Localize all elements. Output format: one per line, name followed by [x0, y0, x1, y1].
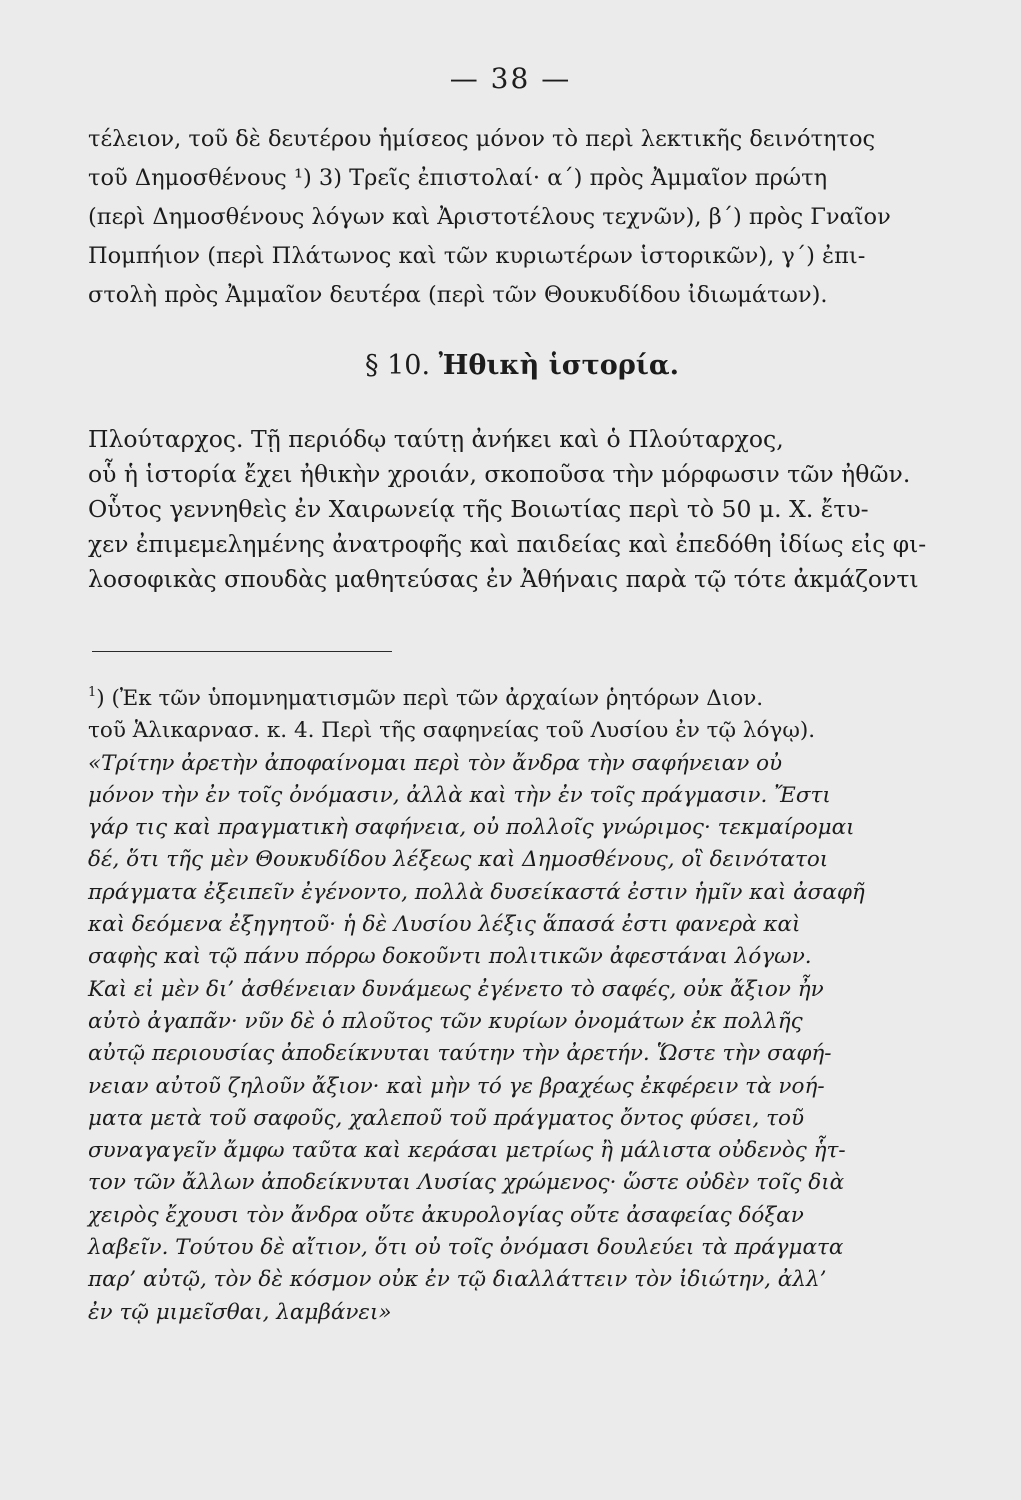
footnote-quote-line: μόνον τὴν ἐν τοῖς ὀνόμασιν, ἀλλὰ καὶ τὴν ἐν τοῖς πράγμασιν. Ἔστι [88, 782, 831, 808]
footnote-marker: 1 [88, 685, 97, 700]
main-paragraph [88, 425, 927, 603]
text-line: Πλούταρχος. Τῇ περιόδῳ ταύτῃ ἀνήκει καὶ ὁ Πλούταρχος, [88, 425, 784, 453]
footnote-line: τοῦ Ἁλικαρνασ. κ. 4. Περὶ τῆς σαφηνείας τοῦ Λυσίου ἐν τῷ λόγῳ). [88, 718, 816, 744]
footnote-quote-line: «Τρίτην ἀρετὴν ἀποφαίνομαι περὶ τὸν ἄνδρα τὴν σαφήνειαν οὐ [88, 750, 783, 776]
footnote-quote-line: ματα μετὰ τοῦ σαφοῦς, χαλεποῦ τοῦ πράγματος ὄντος φύσει, τοῦ [88, 1105, 805, 1131]
section-number: § 10. [365, 350, 431, 381]
text-line: Οὗτος γεννηθεὶς ἐν Χαιρωνείᾳ τῆς Βοιωτίας περὶ τὸ 50 μ. Χ. ἔτυ- [88, 495, 869, 523]
footnote-quote-line: Καὶ εἰ μὲν δι’ ἀσθένειαν δυνάμεως ἐγένετο τὸ σαφές, οὐκ ἄξιον ἦν [88, 976, 824, 1002]
footnote-quote-line: ἐν τῷ μιμεῖσθαι, λαμβάνει» [88, 1299, 392, 1325]
text-line: οὗ ἡ ἱστορία ἔχει ἠθικὴν χροιάν, σκοποῦσα τὴν μόρφωσιν τῶν ἠθῶν. [88, 460, 911, 488]
footnote-quote-line: συναγαγεῖν ἄμφω ταῦτα καὶ κεράσαι μετρίως ἢ μάλιστα οὐδενὸς ἧτ- [88, 1138, 846, 1164]
text-line: τέλειον, τοῦ δὲ δευτέρου ἡμίσεος μόνον τὸ περὶ λεκτικῆς δεινότητος [88, 126, 876, 152]
footnote-quote-line: καὶ δεόμενα ἐξηγητοῦ· ἡ δὲ Λυσίου λέξις ἅπασά ἐστι φανερὰ καὶ [88, 912, 801, 938]
footnote-quote-line: πράγματα ἐξειπεῖν ἐγένοντο, πολλὰ δυσείκαστά ἐστιν ἡμῖν καὶ ἀσαφῆ [88, 879, 865, 905]
text-line: στολὴ πρὸς Ἀμμαῖον δευτέρα (περὶ τῶν Θουκυδίδου ἰδιωμάτων). [88, 282, 828, 308]
text-line: τοῦ Δημοσθένους ¹) 3) Τρεῖς ἐπιστολαί· α΄) πρὸς Ἀμμαῖον πρώτη [88, 165, 828, 191]
footnote-quote-line: νειαν αὐτοῦ ζηλοῦν ἄξιον· καὶ μὴν τό γε βραχέως ἐκφέρειν τὰ νοή- [88, 1073, 825, 1099]
intro-text [88, 128, 926, 323]
footnote-quote-line: παρ’ αὐτῷ, τὸν δὲ κόσμον οὐκ ἐν τῷ διαλλάττειν τὸν ἰδιώτην, ἀλλ’ [88, 1267, 827, 1293]
footnote-text: ) (Ἐκ τῶν ὑπομνηματισμῶν περὶ τῶν ἀρχαίων ῥητόρων Διον. [96, 686, 764, 711]
text-line: Πομπήιον (περὶ Πλάτωνος καὶ τῶν κυριωτέρων ἱστορικῶν), γ΄) ἐπι- [88, 243, 866, 269]
text-line: λοσοφικὰς σπουδὰς μαθητεύσας ἐν Ἀθήναις παρὰ τῷ τότε ἀκμάζοντι [88, 565, 919, 593]
footnote-quote-line: γάρ τις καὶ πραγματικὴ σαφήνεια, οὐ πολλοῖς γνώριμος· τεκμαίρομαι [88, 815, 855, 841]
footnote-quote-line: δέ, ὅτι τῆς μὲν Θουκυδίδου λέξεως καὶ Δημοσθένους, οἳ δεινότατοι [88, 847, 829, 873]
text-line: (περὶ Δημοσθένους λόγων καὶ Ἀριστοτέλους τεχνῶν), β΄) πρὸς Γναῖον [88, 204, 891, 230]
footnote-quote-line: αὐτῷ περιουσίας ἀποδείκνυται ταύτην τὴν ἀρετήν. Ὥστε τὴν σαφή- [88, 1041, 832, 1067]
section-title: Ἠθικὴ ἱστορία. [438, 350, 680, 381]
section-heading [365, 350, 679, 381]
footnote-quote-line: λαβεῖν. Τούτου δὲ αἴτιον, ὅτι οὐ τοῖς ὀνόμασι δουλεύει τὰ πράγματα [88, 1235, 844, 1261]
footnote-quote-line: σαφὴς καὶ τῷ πάνυ πόρρω δοκοῦντι πολιτικῶν ἀφεστάναι λόγων. [88, 944, 812, 970]
footnote-quote-line: αὐτὸ ἀγαπᾶν· νῦν δὲ ὁ πλοῦτος τῶν κυρίων ὀνομάτων ἐκ πολλῆς [88, 1008, 803, 1034]
text-line: χεν ἐπιμεμελημένης ἀνατροφῆς καὶ παιδείας καὶ ἐπεδόθη ἰδίως εἰς φι- [88, 530, 927, 558]
page-number: — 38 — [449, 62, 572, 95]
footnote-quote-line: χειρὸς ἔχουσι τὸν ἄνδρα οὔτε ἀκυρολογίας οὔτε ἀσαφείας δόξαν [88, 1202, 804, 1228]
footnote-line [88, 685, 926, 720]
footnote [88, 685, 926, 1334]
footnote-quote-line: τον τῶν ἄλλων ἀποδείκνυται Λυσίας χρώμενος· ὥστε οὐδὲν τοῖς διὰ [88, 1170, 845, 1196]
footnote-divider [92, 651, 392, 652]
